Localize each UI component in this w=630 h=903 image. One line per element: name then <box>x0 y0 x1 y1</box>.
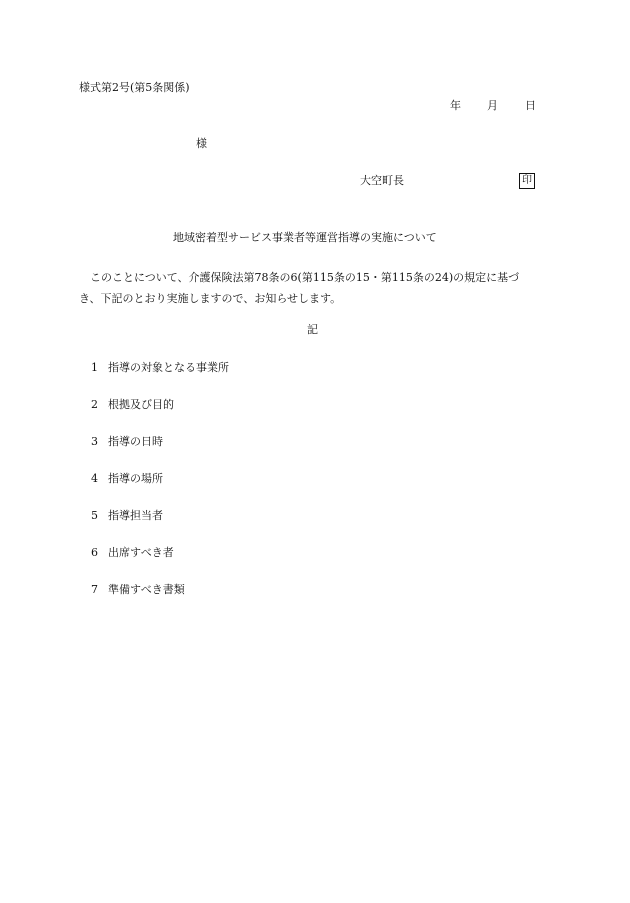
item-number: 2 <box>91 398 98 411</box>
list-item <box>91 473 163 484</box>
item-label: 指導の場所 <box>108 472 163 485</box>
sender-title: 大空町長 <box>360 174 404 187</box>
date-year: 年 <box>450 99 461 112</box>
item-label: 準備すべき書類 <box>108 583 185 596</box>
item-number: 4 <box>91 472 98 485</box>
item-number: 5 <box>91 509 98 522</box>
addressee-honorific: 様 <box>196 137 207 150</box>
seal-mark: 印 <box>519 173 535 189</box>
date-day: 日 <box>525 99 536 112</box>
ki-heading: 記 <box>307 323 318 336</box>
item-label: 指導の対象となる事業所 <box>108 361 229 374</box>
item-label: 出席すべき者 <box>108 546 174 559</box>
item-number: 6 <box>91 546 98 559</box>
item-label: 指導の日時 <box>108 435 163 448</box>
date-month: 月 <box>487 99 498 112</box>
item-number: 3 <box>91 435 98 448</box>
item-number: 7 <box>91 583 98 596</box>
body-paragraph: このことについて、介護保険法第78条の6(第115条の15・第115条の24)の規定に基づき、下記のとおり実施しますので、お知らせします。 <box>79 271 520 305</box>
item-number: 1 <box>91 361 98 374</box>
list-item <box>91 436 163 447</box>
list-item <box>91 399 174 410</box>
list-item <box>91 547 174 558</box>
list-item <box>91 584 185 595</box>
document-title: 地域密着型サービス事業者等運営指導の実施について <box>173 231 437 244</box>
item-label: 指導担当者 <box>108 509 163 522</box>
item-label: 根拠及び目的 <box>108 398 174 411</box>
form-number: 様式第2号(第5条関係) <box>79 81 190 94</box>
list-item <box>91 510 163 521</box>
list-item <box>91 362 229 373</box>
